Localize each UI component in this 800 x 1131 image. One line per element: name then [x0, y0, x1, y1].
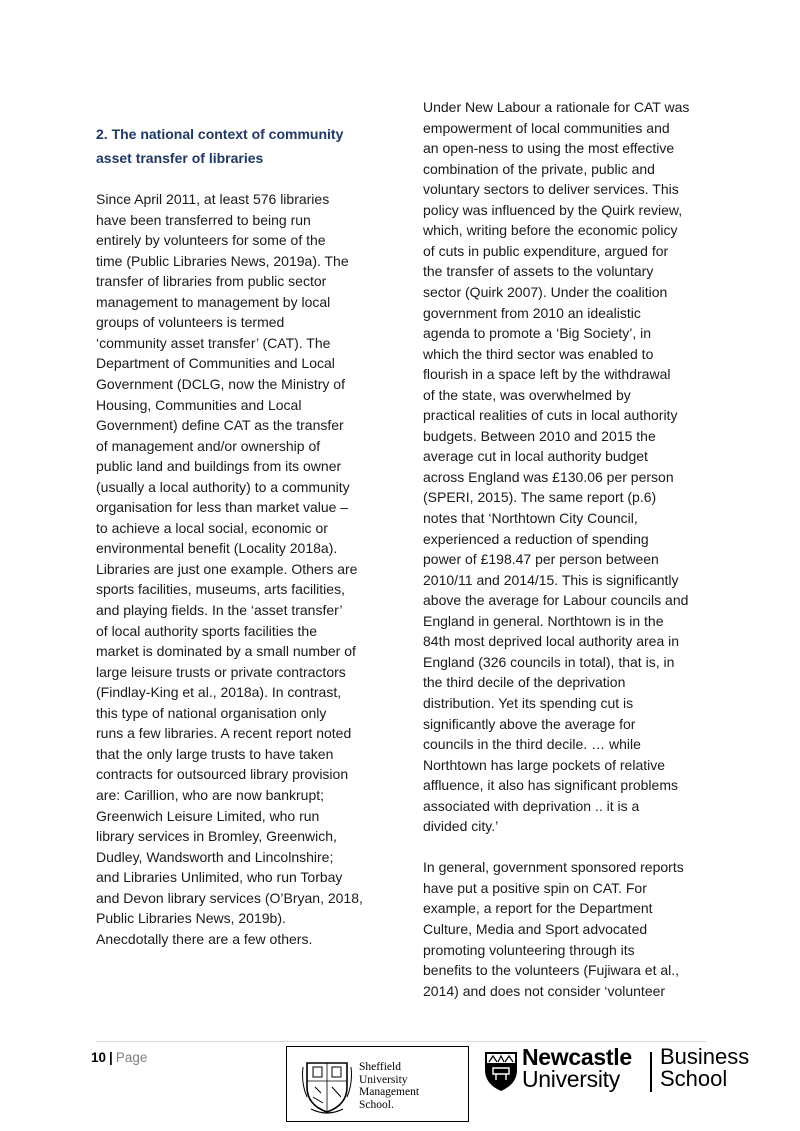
text-line: agenda to promote a ‘Big Society’, in — [423, 325, 652, 342]
text-line: Dudley, Wandsworth and Lincolnshire; — [96, 848, 334, 865]
text-line: have been transferred to being run — [96, 211, 311, 228]
text-line: sports facilities, museums, arts facilities, — [96, 581, 345, 598]
text-line: entirely by volunteers for some of the — [96, 232, 326, 249]
text-line: empowerment of local communities and — [423, 119, 670, 136]
text-line: and Libraries Unlimited, who run Torbay — [96, 869, 343, 886]
text-line: Public Libraries News, 2019b). — [96, 910, 286, 927]
text-line: Government) define CAT as the transfer — [96, 417, 344, 434]
text-line: large leisure trusts or private contractors — [96, 663, 346, 680]
page-number-value: 10 — [91, 1050, 107, 1065]
logo-divider — [650, 1052, 652, 1092]
text-line: of management and/or ownership of — [96, 437, 321, 454]
text-line: notes that ‘Northtown City Council, — [423, 510, 638, 526]
text-line: across England was £130.06 per person — [423, 468, 674, 485]
text-line: In general, government sponsored reports — [423, 859, 684, 876]
text-line: organisation for less than market value – — [96, 499, 349, 516]
text-line: of local authority sports facilities the — [96, 622, 317, 639]
newcastle-business-school-logo — [484, 1044, 764, 1096]
sheffield-management-school-logo — [286, 1046, 469, 1122]
text-line: example, a report for the Department — [423, 900, 653, 917]
text-line: this type of national organisation only — [96, 704, 327, 721]
newcastle-wordmark — [522, 1046, 632, 1090]
text-line: benefits to the volunteers (Fujiwara et al., — [423, 962, 680, 979]
text-line: experienced a reduction of spending — [423, 530, 649, 547]
wordmark-line: Sheffield — [359, 1061, 401, 1073]
wordmark-line: University — [522, 1066, 620, 1092]
wordmark-line: School — [660, 1066, 728, 1091]
text-line: groups of volunteers is termed — [96, 314, 285, 331]
text-line: library services in Bromley, Greenwich, — [96, 828, 337, 845]
wordmark-line: University — [359, 1073, 408, 1086]
text-line: divided city.’ — [423, 818, 499, 835]
text-line: of the state, was overwhelmed by — [423, 386, 631, 403]
text-line: the third decile of the deprivation — [423, 674, 626, 691]
text-line: councils in the third decile. … while — [423, 736, 641, 753]
text-line: Housing, Communities and Local — [96, 396, 302, 413]
text-line: associated with deprivation .. it is a — [423, 797, 640, 814]
text-line: practical realities of cuts in local authority — [423, 407, 678, 424]
text-line: significantly above the average for — [423, 715, 636, 732]
text-line: management to management by local — [96, 293, 331, 310]
text-line: 84th most deprived local authority area in — [423, 633, 680, 650]
text-line: contracts for outsourced library provision — [96, 766, 349, 783]
text-line: (SPERI, 2015). The same report (p.6) — [423, 489, 657, 506]
text-line: which the third sector was enabled to — [423, 345, 654, 362]
text-line: affluence, it also has significant problems — [423, 777, 678, 794]
text-line: environmental benefit (Locality 2018a). — [96, 540, 338, 557]
text-line: (Findlay-King et al., 2018a). In contrast, — [96, 684, 342, 701]
text-line: policy was influenced by the Quirk review, — [423, 201, 683, 218]
text-line: Anecdotally there are a few others. — [96, 930, 313, 947]
text-line: runs a few libraries. A recent report noted — [96, 725, 352, 742]
sheffield-wordmark — [359, 1061, 419, 1111]
text-line: Northtown has large pockets of relative — [423, 756, 666, 773]
heading-line: 2. The national context of community — [96, 126, 344, 142]
text-line: 2010/11 and 2014/15. This is significantly — [423, 571, 679, 588]
university-crest-icon — [301, 1057, 353, 1115]
wordmark-line: Newcastle — [522, 1044, 632, 1070]
text-line: and playing fields. In the ‘asset transfer’ — [96, 602, 343, 618]
section-heading — [96, 122, 366, 170]
text-line: budgets. Between 2010 and 2015 the — [423, 427, 656, 444]
text-line: an open-ness to using the most effective — [423, 140, 675, 157]
text-line: Libraries are just one example. Others are — [96, 560, 358, 577]
text-line: Department of Communities and Local — [96, 355, 335, 372]
wordmark-line: Business — [660, 1044, 750, 1069]
text-line: sector (Quirk 2007). Under the coalition — [423, 283, 668, 300]
footer-divider — [96, 1041, 706, 1042]
page-number — [91, 1048, 147, 1068]
text-line: ‘community asset transfer’ (CAT). The — [96, 334, 331, 351]
text-line: which, writing before the economic policy — [423, 222, 678, 239]
text-line: market is dominated by a small number of — [96, 643, 356, 660]
text-line: have put a positive spin on CAT. For — [423, 879, 647, 896]
text-line: power of £198.47 per person between — [423, 551, 659, 568]
text-line: promoting volunteering through its — [423, 941, 635, 958]
text-line: Greenwich Leisure Limited, who run — [96, 807, 320, 824]
text-line: and Devon library services (O’Bryan, 2018, — [96, 889, 363, 906]
newcastle-shield-icon — [484, 1050, 518, 1092]
text-line: flourish in a space left by the withdrawal — [423, 366, 671, 383]
text-line: Since April 2011, at least 576 libraries — [96, 191, 330, 207]
text-line: public land and buildings from its owner — [96, 458, 342, 475]
text-line: Under New Labour a rationale for CAT was — [423, 99, 690, 115]
text-line: of cuts in public expenditure, argued for — [423, 242, 669, 259]
text-line: Government (DCLG, now the Ministry of — [96, 375, 345, 392]
text-line: combination of the private, public and — [423, 160, 655, 177]
text-line: (usually a local authority) to a community — [96, 478, 350, 495]
business-school-wordmark — [660, 1046, 749, 1090]
text-line: distribution. Yet its spending cut is — [423, 694, 634, 711]
text-line: the transfer of assets to the voluntary — [423, 263, 654, 280]
text-line: average cut in local authority budget — [423, 448, 648, 465]
page-number-separator: | — [109, 1050, 113, 1065]
text-line: time (Public Libraries News, 2019a). The — [96, 252, 349, 269]
text-line: Culture, Media and Sport advocated — [423, 921, 648, 937]
text-line: England in general. Northtown is in the — [423, 612, 664, 629]
wordmark-line: School. — [359, 1098, 394, 1111]
text-line: that the only large trusts to have taken — [96, 745, 334, 762]
text-line: 2014) and does not consider ‘volunteer — [423, 982, 666, 999]
text-line: government from 2010 an idealistic — [423, 304, 641, 321]
wordmark-line: Management — [359, 1086, 420, 1098]
text-line: England (326 councils in total), that is, in — [423, 653, 675, 670]
page-label: Page — [115, 1050, 148, 1065]
text-line: to achieve a local social, economic or — [96, 519, 328, 536]
text-line: voluntary sectors to deliver services. This — [423, 181, 679, 198]
text-line: above the average for Labour councils and — [423, 592, 689, 609]
text-line: are: Carillion, who are now bankrupt; — [96, 786, 325, 803]
text-line: transfer of libraries from public sector — [96, 273, 327, 290]
heading-line: asset transfer of libraries — [96, 150, 264, 166]
